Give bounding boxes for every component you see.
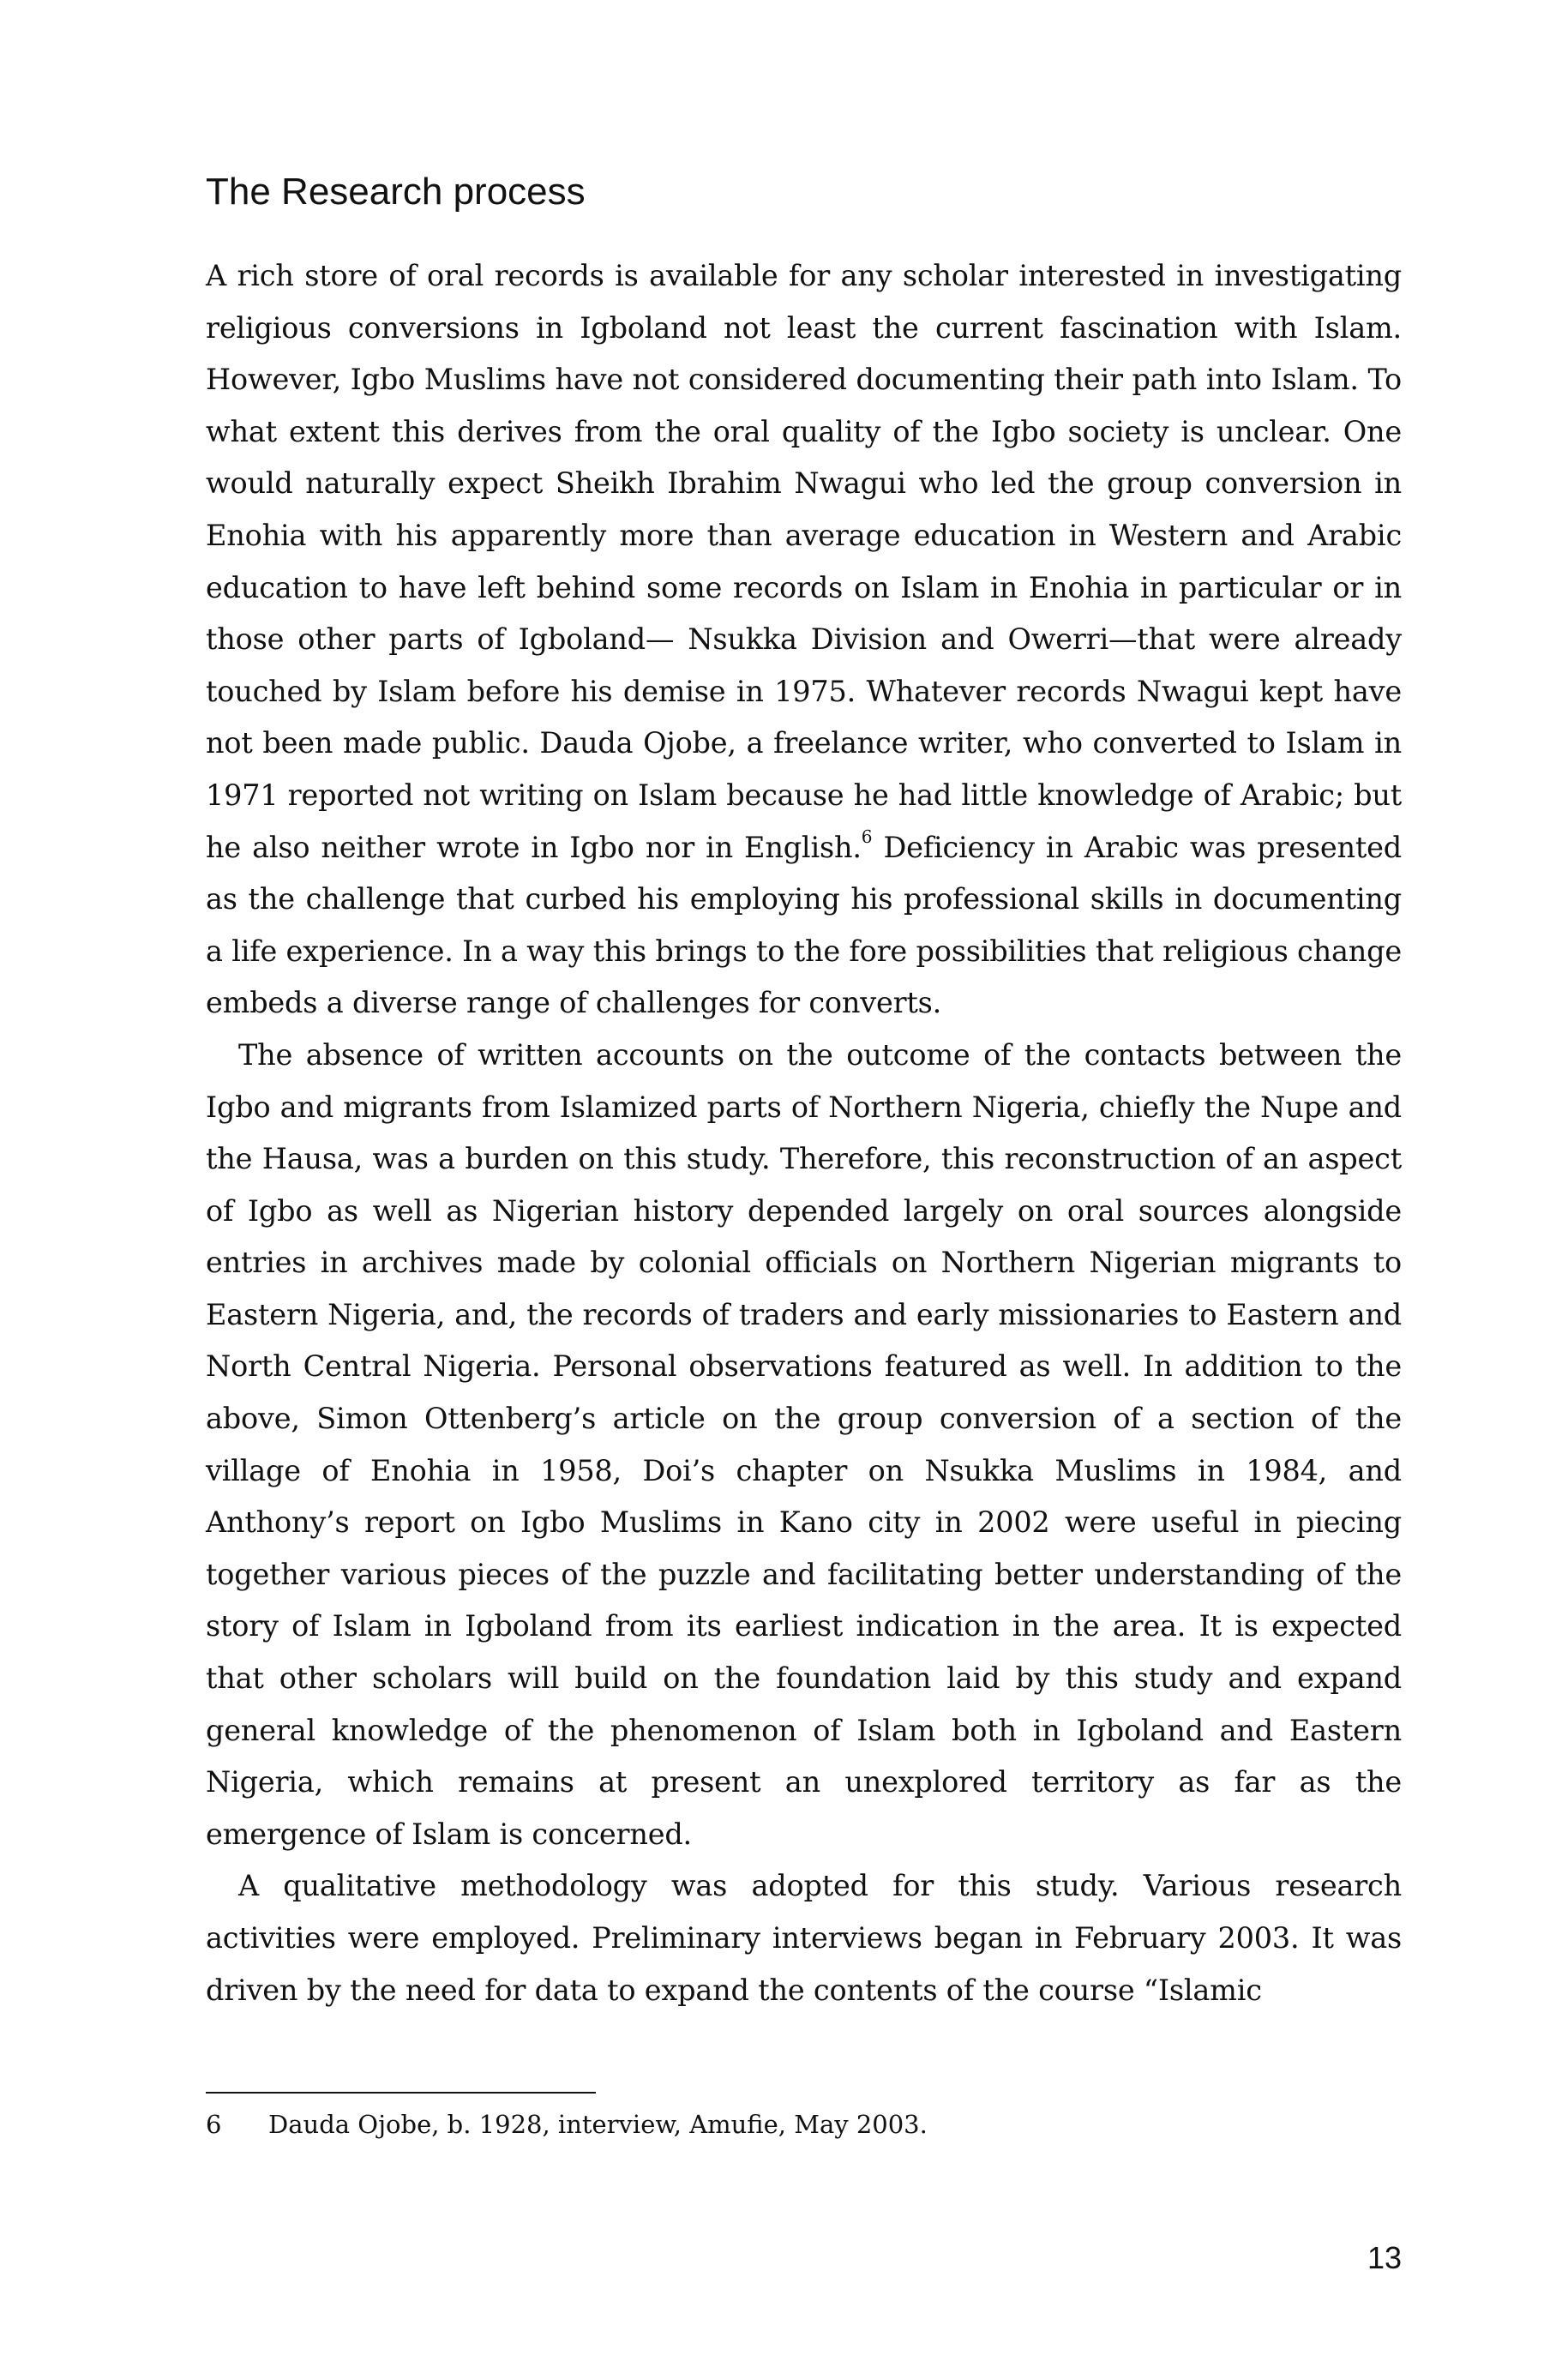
section-heading: The Research process [206, 171, 586, 213]
footnote-text: Dauda Ojobe, b. 1928, interview, Amufie, May 2003. [268, 2110, 928, 2139]
footnote-divider [206, 2092, 596, 2094]
body-text [206, 250, 1402, 2016]
paragraph-3: A qualitative methodology was adopted for this study. Various research activities were employed. Preliminary interviews began in February 2003. It was driven by the need for data to expand the contents of the course “Islamic [206, 1869, 1402, 2007]
paragraph-2: The absence of written accounts on the outcome of the contacts between the Igbo and migrants from Islamized parts of Northern Nigeria, chiefly the Nupe and the Hausa, was a burden on this study. Therefore, this reconstruction of an aspect of Igbo as well as Nigerian history depended largely on oral sources alongside entries in archives made by colonial officials on Northern Nigerian migrants to Eastern Nigeria, and, the records of traders and early missionaries to Eastern and North Central Nigeria. Personal observations featured as well. In addition to the above, Simon Ottenberg’s article on the group conversion of a section of the village of Enohia in 1958, Doi’s chapter on Nsukka Muslims in 1984, and Anthony’s report on Igbo Muslims in Kano city in 2002 were useful in piecing together various pieces of the puzzle and facilitating better understanding of the story of Islam in Igboland from its earliest indication in the area. It is expected that other scholars will build on the foundation laid by this study and expand general knowledge of the phenomenon of Islam both in Igboland and Eastern Nigeria, which remains at present an unexplored territory as far as the emergence of Islam is concerned. [206, 1037, 1402, 1851]
paragraph-1-continued-text: Deficiency in Arabic was presented as the challenge that curbed his employing his professional skills in documenting a life experience. In a way this brings to the fore possibilities that religious change embeds a diverse range of challenges for converts. [206, 830, 1402, 1020]
footnote-number: 6 [206, 2110, 222, 2139]
paragraph-1 [206, 250, 1402, 1030]
page-number: 13 [1367, 2240, 1402, 2275]
book-page [206, 0, 1402, 2379]
footnote-reference[interactable]: 6 [861, 826, 873, 847]
footnote [206, 2107, 1402, 2142]
paragraph-1-text: A rich store of oral records is available for any scholar interested in investigating religious conversions in Igboland not least the current fascination with Islam. However, Igbo Muslims have not considered documenting their path into Islam. To what extent this derives from the oral quality of the Igbo society is unclear. One would naturally expect Sheikh Ibrahim Nwagui who led the group conversion in Enohia with his apparently more than average education in Western and Arabic education to have left behind some records on Islam in Enohia in particular or in those other parts of Igboland— Nsukka Division and Owerri—that were already touched by Islam before his demise in 1975. Whatever records Nwagui kept have not been made public. Dauda Ojobe, a freelance writer, who converted to Islam in 1971 reported not writing on Islam because he had little knowledge of Arabic; but he also neither wrote in Igbo nor in English. [206, 259, 1402, 864]
